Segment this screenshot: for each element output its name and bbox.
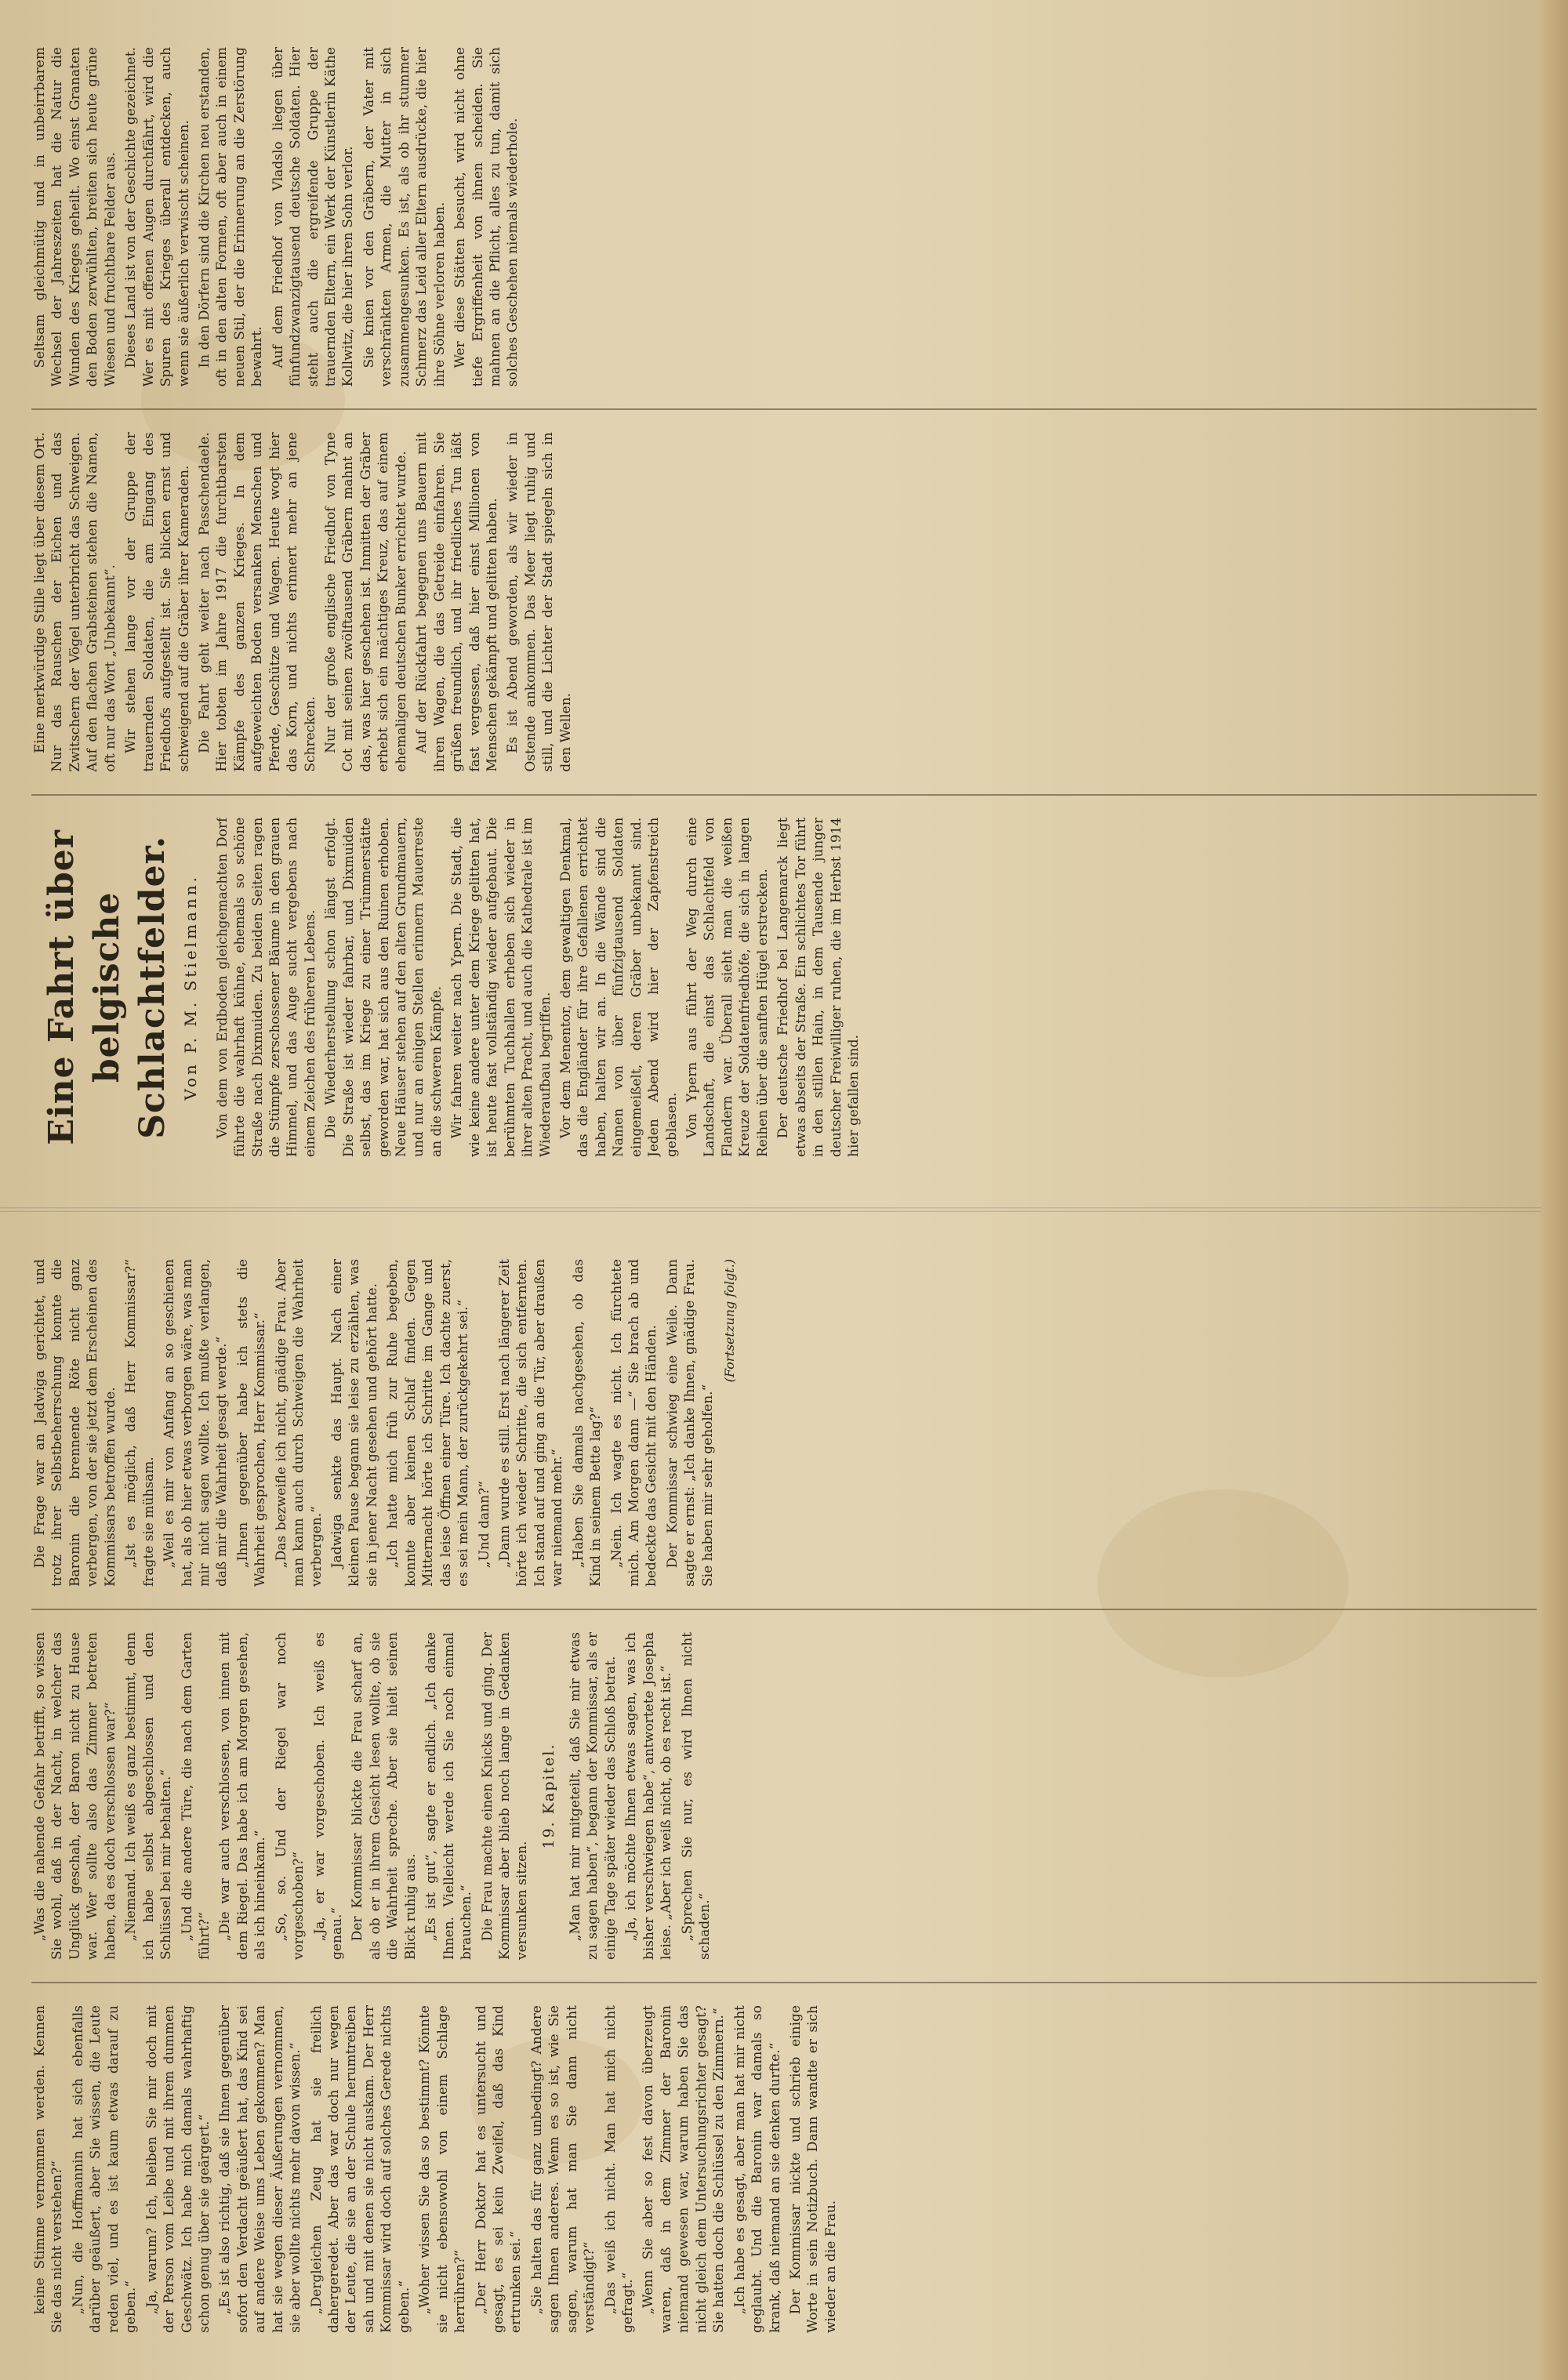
paragraph: Seltsam gleichmütig und in unbeirrbarem Wechsel der Jahreszeiten hat die Natur die Wunden des Krieges geheilt. Wo einst Granaten den Boden zerwühlten, breiten sich heute grüne Wiesen und fruchtbare Felder aus. [32,47,118,387]
paragraph: Die Frau machte einen Knicks und ging. Der Kommissar aber blieb noch lange in Gedanken versunken sitzen. [479,1632,531,1960]
paragraph: Die Fahrt geht weiter nach Passchendaele. Hier tobten im Jahre 1917 die furchtbarsten Kämpfe des ganzen Krieges. In dem aufgeweichten Boden versanken Menschen und Pferde, Geschütze und Wagen. Heute wogt hier das Korn, und nichts erinnert mehr an jene Schrecken. [196,432,318,772]
paragraph: „Und dann?“ [476,1481,492,1569]
paragraph: Die Frage war an Jadwiga gerichtet, und trotz ihrer Selbstbeherrschung konnte die Baronin die brennende Röte nicht ganz verbergen, von der sie jetzt dem Erscheinen des Kommissars betroffen wurde. [32,1259,118,1587]
paragraph: Nur der große englische Friedhof von Tyne Cot mit seinen zwölftausend Gräbern mahnt an das, was hier geschehen ist. Inmitten der Gräber erhebt sich ein mächtiges Kreuz, das auf einem ehemaligen deutschen Bunker errichtet wurde. [323,432,409,772]
article-byline: Von P. M. Stielmann. [181,874,201,1101]
novel-column-1 [31,2005,1537,2333]
paragraph: Vor dem Menentor, dem gewaltigen Denkmal, das die Engländer für ihre Gefallenen errichtet haben, halten wir an. In die Wände sind die Namen von über fünfzigtausend Soldaten eingemeißelt, deren Gräber unbekannt sind. Jeden Abend wird hier der Zapfenstreich geblasen. [557,817,680,1157]
article-column-2 [31,432,1537,771]
column-divider [31,1609,1537,1610]
column-divider [31,794,1537,796]
paragraph: „Man hat mir mitgeteilt, daß Sie mir etwas zu sagen haben“, begann der Kommissar, als er einige Tage später wieder das Schloß betrat. [567,1632,619,1960]
paragraph: Wir fahren weiter nach Ypern. Die Stadt, die wie keine andere unter dem Kriege gelitten hat, ist heute fast vollständig wieder aufgebaut. Die berühmten Tuchhallen erheben sich wieder in ihrer alten Pracht, und auch die Kathedrale ist im Wiederaufbau begriffen. [449,817,554,1157]
paragraph: Der deutsche Friedhof bei Langemarck liegt etwas abseits der Straße. Ein schlichtes Tor führt in den stillen Hain, in dem Tausende junger deutscher Freiwilliger ruhen, die im Herbst 1914 hier gefallen sind. [775,817,862,1157]
paragraph: Auf dem Friedhof von Vladslo liegen über fünfundzwanzigtausend deutsche Soldaten. Hier steht auch die ergreifende Gruppe der trauernden Eltern, ein Werk der Künstlerin Käthe Kollwitz, die hier ihren Sohn verlor. [270,47,357,387]
article-title: Eine Fahrt über belgische Schlachtfelder. [42,829,173,1145]
chapter-heading: 19. Kapitel. [539,1743,557,1849]
page-fold [0,1207,1568,1212]
paragraph: Die Wiederherstellung schon längst erfolgt. Die Straße ist wieder fahrbar, und Dixmuiden selbst, das im Kriege zu einer Trümmerstätte geworden war, hat sich aus den Ruinen erhoben. Neue Häuser stehen auf den alten Grundmauern, und nur an einigen Stellen erinnern Mauerreste an die schweren Kämpfe. [323,817,445,1157]
paragraph: Wir stehen lange vor der Gruppe der trauernden Soldaten, die am Eingang des Friedhofs aufgestellt ist. Sie blicken ernst und schweigend auf die Gräber ihrer Kameraden. [123,432,192,772]
paragraph: „Nun, die Hoffmannin hat sich ebenfalls darüber geäußert, aber Sie wissen, die Leute reden viel, und es ist kaum etwas darauf zu geben.“ [70,2005,140,2333]
paragraph: „Weil es mir von Anfang an so geschienen hat, als ob hier etwas verborgen wäre, was man mir nicht sagen wollte. Ich mußte verlangen, daß mir die Wahrheit gesagt werde.“ [162,1259,230,1587]
article-column-1 [31,818,1537,1157]
paragraph: „Das bezweifle ich nicht, gnädige Frau. Aber man kann auch durch Schweigen die Wahrheit verbergen.“ [273,1259,325,1587]
paragraph: „Der Herr Doktor hat es untersucht und gesagt, es sei kein Zweifel, daß das Kind ertrunken sei.“ [473,2005,524,2333]
travel-article-section [31,47,1537,1157]
paragraph: „Nein. Ich wagte es nicht. Ich fürchtete mich. Am Morgen dann —“ Sie brach ab und bedeckte das Gesicht mit den Händen. [608,1259,660,1587]
paragraph: Es ist Abend geworden, als wir wieder in Ostende ankommen. Das Meer liegt ruhig und still, und die Lichter der Stadt spiegeln sich in den Wellen. [505,432,574,772]
paragraph: „Woher wissen Sie das so bestimmt? Könnte sie nicht ebensowohl von einem Schlage herrühren?“ [417,2005,469,2333]
paragraph: Von dem von Erdboden gleichgemachten Dorf führte die wahrhaft kühne, ehemals so schöne Straße nach Dixmuiden. Zu beiden Seiten ragen die Stümpfe zerschossener Bäume in den grauen Himmel, und das Auge sucht vergebens nach einem Zeichen des früheren Lebens. [214,817,318,1157]
paragraph: „Ja, warum? Ich, bleiben Sie mir doch mit der Person vom Leibe und mit ihrem dummen Geschwätz. Ich habe mich damals wahrhaftig schon genug über sie geärgert.“ [143,2005,212,2333]
paragraph: „So, so. Und der Riegel war noch vorgeschoben?“ [273,1632,307,1960]
novel-column-2 [31,1632,1537,1960]
paragraph: Jadwiga senkte das Haupt. Nach einer kleinen Pause begann sie leise zu erzählen, was sie in jener Nacht gesehen und gehört hatte. [329,1259,380,1587]
continuation-note: (Fortsetzung folgt.) [722,1259,738,1383]
paragraph: Der Kommissar schwieg eine Weile. Dann sagte er ernst: „Ich danke Ihnen, gnädige Frau. Sie haben mir sehr geholfen.“ [664,1259,716,1587]
paragraph: „Ich habe es gesagt, aber man hat mir nicht geglaubt. Und die Baronin war damals so krank, daß niemand an sie denken durfte.“ [731,2005,783,2333]
serial-novel-section [31,1259,1537,2333]
paragraph: Von Ypern aus führt der Weg durch eine Landschaft, die einst das Schlachtfeld von Flandern war. Überall sieht man die weißen Kreuze der Soldatenfriedhöfe, die sich in langen Reihen über die sanften Hügel erstrecken. [684,817,771,1157]
paragraph: „Ja, er war vorgeschoben. Ich weiß es genau.“ [311,1632,345,1960]
paragraph: „Dann wurde es still. Erst nach längerer Zeit hörte ich wieder Schritte, die sich entfernten. Ich stand auf und ging an die Tür, aber draußen war niemand mehr.“ [496,1259,566,1587]
paragraph: „Die war auch verschlossen, von innen mit dem Riegel. Das habe ich am Morgen gesehen, als ich hineinkam.“ [217,1632,269,1960]
paragraph: „Es ist gut“, sagte er endlich. „Ich danke Ihnen. Vielleicht werde ich Sie noch einmal brauchen.“ [423,1632,475,1960]
paragraph: „Was die nahende Gefahr betrifft, so wissen Sie wohl, daß in der Nacht, in welcher das Unglück geschah, der Baron nicht zu Hause war. Wer sollte also das Zimmer betreten haben, da es doch verschlossen war?“ [32,1632,118,1960]
paragraph: Wer diese Stätten besucht, wird nicht ohne tiefe Ergriffenheit von ihnen scheiden. Sie mahnen an die Pflicht, alles zu tun, damit sich solches Geschehen niemals wiederhole. [452,47,521,387]
paragraph: „Ja, ich möchte Ihnen etwas sagen, was ich bisher verschwiegen habe“, antwortete Josepha leise. „Aber ich weiß nicht, ob es recht ist.“ [623,1632,675,1960]
paragraph: keine Stimme vernommen werden. Kennen Sie das nicht verstehen?“ [32,2005,66,2333]
paragraph: Dieses Land ist von der Geschichte gezeichnet. Wer es mit offenen Augen durchfährt, wird die Spuren des Krieges überall entdecken, auch wenn sie äußerlich verwischt scheinen. [123,47,192,387]
paragraph: „Dergleichen Zeug hat sie freilich dahergeredet. Aber das war doch nur wegen der Leute, die sie an der Schule herumtreiben sah und mit denen sie nicht auskam. Der Herr Kommissar wird doch auf solches Gerede nichts geben.“ [308,2005,412,2333]
paragraph: „Ist es möglich, daß Herr Kommissar?“ fragte sie mühsam. [123,1259,157,1587]
paragraph: „Niemand. Ich weiß es ganz bestimmt, denn ich habe selbst abgeschlossen und den Schlüssel bei mir behalten.“ [123,1632,175,1960]
paragraph: „Es ist also richtig, daß sie Ihnen gegenüber sofort den Verdacht geäußert hat, das Kind sei auf andere Weise ums Leben gekommen? Man hat sie wegen dieser Äußerungen vernommen, sie aber wollte nichts mehr davon wissen.“ [217,2005,304,2333]
column-divider [31,408,1537,410]
paragraph: Sie knien vor den Gräbern, der Vater mit verschränkten Armen, die Mutter in sich zusammengesunken. Es ist, als ob ihr stummer Schmerz das Leid aller Eltern ausdrücke, die hier ihre Söhne verloren haben. [361,47,448,387]
novel-column-3 [31,1259,1537,1587]
paragraph: „Ich hatte mich früh zur Ruhe begeben, konnte aber keinen Schlaf finden. Gegen Mitternacht hörte ich Schritte im Gange und das leise Öffnen einer Türe. Ich dachte zuerst, es sei mein Mann, der zurückgekehrt sei.“ [385,1259,472,1587]
paragraph: „Sie halten das für ganz unbedingt? Andere sagen Ihnen anderes. Wenn es so ist, wie Sie sagen, warum hat man Sie dann nicht verständigt?“ [528,2005,598,2333]
paragraph: „Wenn Sie aber so fest davon überzeugt waren, daß in dem Zimmer der Baronin niemand gewesen war, warum haben Sie das nicht gleich dem Untersuchungsrichter gesagt? Sie hatten doch die Schlüssel zu den Zimmern.“ [641,2005,728,2333]
paragraph: „Und die andere Türe, die nach dem Garten führt?“ [179,1632,212,1960]
paragraph: Der Kommissar nickte und schrieb einige Worte in sein Notizbuch. Dann wandte er sich wieder an die Frau. [787,2005,839,2333]
page-edge [1541,0,1568,2380]
paragraph: Auf der Rückfahrt begegnen uns Bauern mit ihren Wagen, die das Getreide einfahren. Sie grüßen freundlich, und ihr friedliches Tun läßt fast vergessen, daß hier einst Millionen von Menschen gekämpft und gelitten haben. [414,432,500,772]
paragraph: „Das weiß ich nicht. Man hat mich nicht gefragt.“ [602,2005,636,2333]
column-divider [31,1982,1537,1983]
paragraph: Eine merkwürdige Stille liegt über diesem Ort. Nur das Rauschen der Eichen und das Zwitschern der Vögel unterbricht das Schweigen. Auf den flachen Grabsteinen stehen die Namen, oft nur das Wort „Unbekannt“. [32,432,118,772]
paragraph: „Ihnen gegenüber habe ich stets die Wahrheit gesprochen, Herr Kommissar.“ [234,1259,269,1587]
paragraph: Der Kommissar blickte die Frau scharf an, als ob er in ihrem Gesicht lesen wollte, ob sie die Wahrheit spreche. Aber sie hielt seinen Blick ruhig aus. [350,1632,419,1960]
article-column-3 [31,47,1537,386]
paragraph: „Haben Sie damals nachgesehen, ob das Kind in seinem Bette lag?“ [570,1259,604,1587]
paragraph: „Sprechen Sie nur, es wird Ihnen nicht schaden.“ [679,1632,713,1960]
paragraph: In den Dörfern sind die Kirchen neu erstanden, oft in den alten Formen, oft aber auch in einem neuen Stil, der die Erinnerung an die Zerstörung bewahrt. [196,47,266,387]
